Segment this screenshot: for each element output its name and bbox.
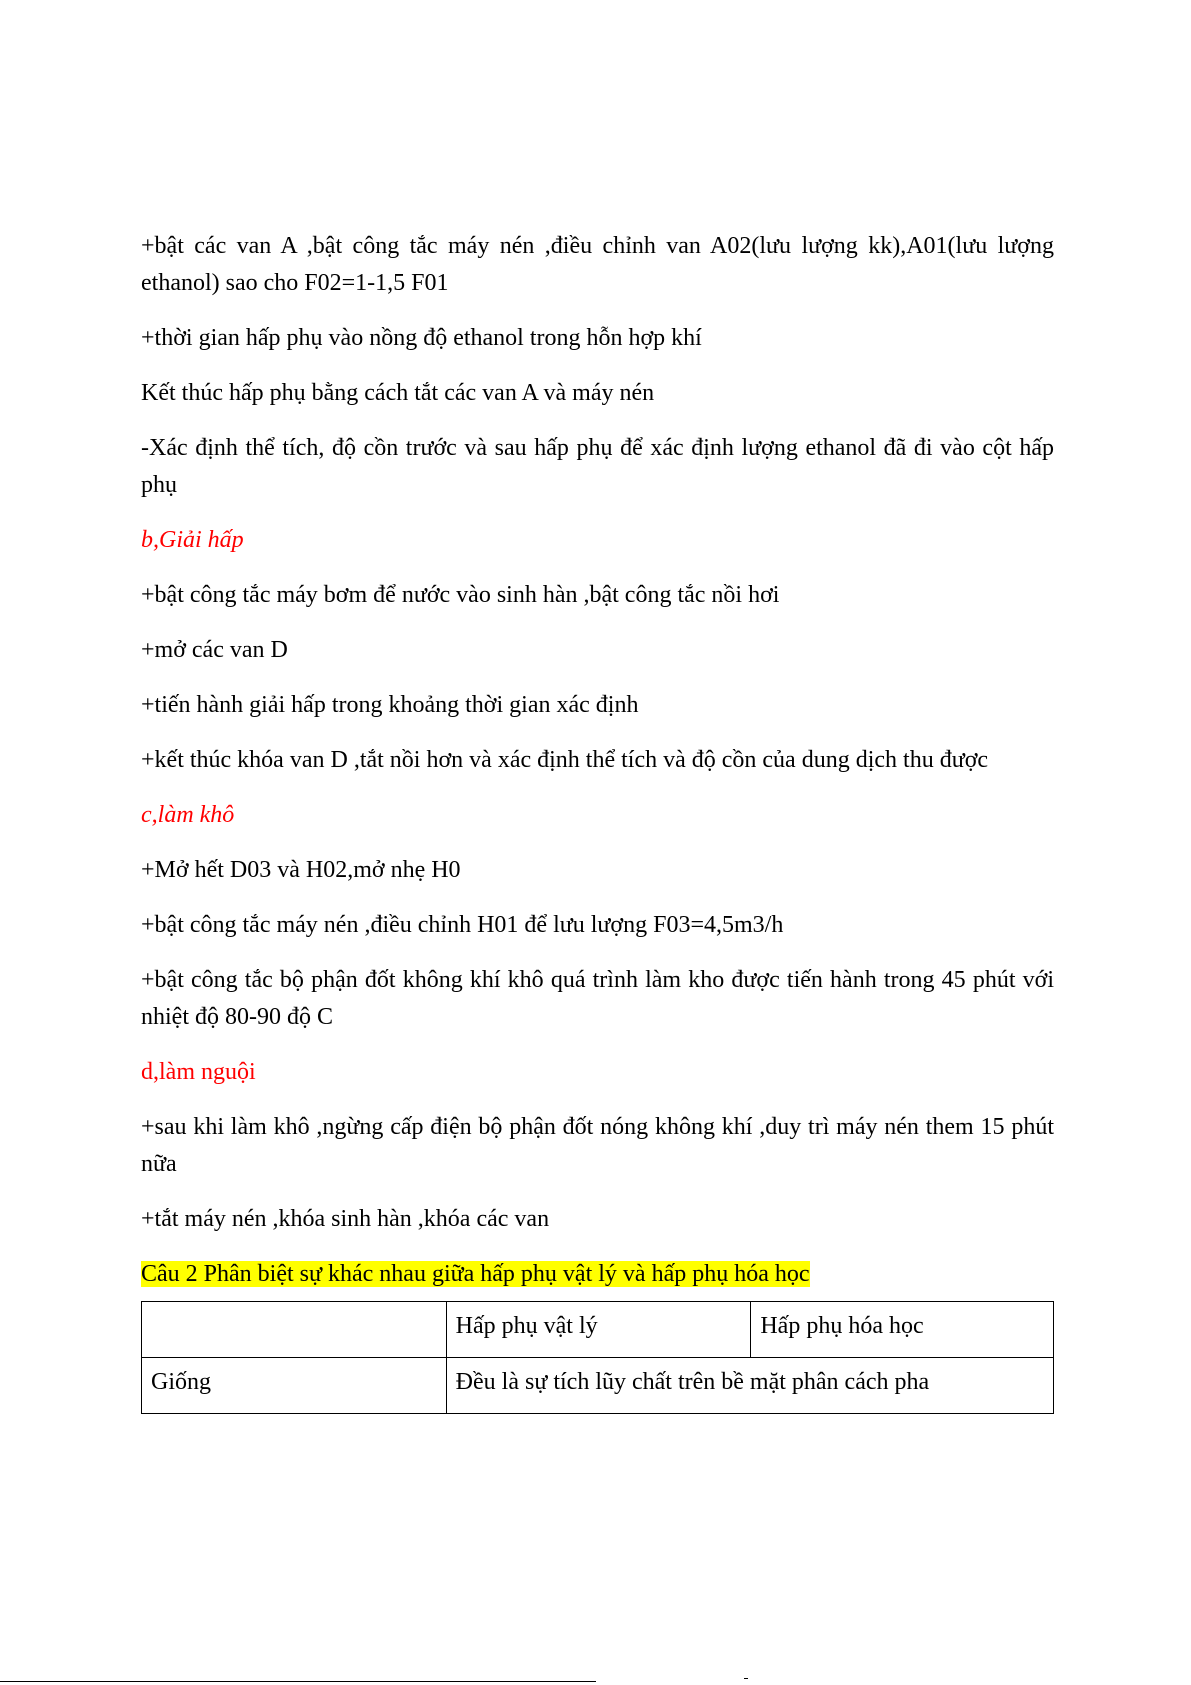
table-row-value: Đều là sự tích lũy chất trên bề mặt phân cách pha [446, 1358, 1053, 1414]
step-paragraph: +bật công tắc bộ phận đốt không khí khô quá trình làm kho được tiến hành trong 45 phút với nhiệt độ 80-90 độ C [141, 967, 1054, 1030]
step-paragraph: +sau khi làm khô ,ngừng cấp điện bộ phận đốt nóng không khí ,duy trì máy nén them 15 phút nữa [141, 1114, 1054, 1177]
step-paragraph: +mở các van D [141, 637, 288, 663]
table-header-chemical: Hấp phụ hóa học [751, 1302, 1054, 1358]
step-paragraph: +tắt máy nén ,khóa sinh hàn ,khóa các van [141, 1206, 550, 1232]
comparison-table [141, 1301, 1054, 1414]
question-2-line [141, 1256, 1054, 1293]
step-paragraph: +bật công tắc máy nén ,điều chỉnh H01 để lưu lượng F03=4,5m3/h [141, 912, 784, 938]
step-paragraph: +bật các van A ,bật công tắc máy nén ,điều chỉnh van A02(lưu lượng kk),A01(lưu lượng ethanol) sao cho F02=1-1,5 F01 [141, 233, 1054, 296]
table-header-physical: Hấp phụ vật lý [446, 1302, 751, 1358]
section-heading-giai-hap: b,Giải hấp [141, 527, 244, 553]
table-header-row [142, 1302, 1054, 1358]
footer-divider [0, 1681, 596, 1682]
question-2-title: Câu 2 Phân biệt sự khác nhau giữa hấp phụ vật lý và hấp phụ hóa học [141, 1261, 810, 1287]
step-paragraph: +Mở hết D03 và H02,mở nhẹ H0 [141, 857, 461, 883]
section-heading-lam-nguoi: d,làm nguội [141, 1059, 256, 1085]
step-paragraph: +tiến hành giải hấp trong khoảng thời gian xác định [141, 692, 639, 718]
table-row-label: Giống [142, 1358, 447, 1414]
footer-mark [744, 1678, 748, 1679]
table-header-cell-empty [142, 1302, 447, 1358]
step-paragraph: +bật công tắc máy bơm để nước vào sinh hàn ,bật công tắc nồi hơi [141, 582, 780, 608]
section-heading-lam-kho: c,làm khô [141, 802, 235, 828]
document-body [141, 228, 1054, 1414]
step-paragraph: -Xác định thể tích, độ cồn trước và sau hấp phụ để xác định lượng ethanol đã đi vào cột hấp phụ [141, 435, 1054, 498]
step-paragraph: +thời gian hấp phụ vào nồng độ ethanol trong hỗn hợp khí [141, 325, 702, 351]
step-paragraph: Kết thúc hấp phụ bằng cách tắt các van A và máy nén [141, 380, 655, 406]
table-row [142, 1358, 1054, 1414]
step-paragraph: +kết thúc khóa van D ,tắt nồi hơn và xác định thể tích và độ cồn của dung dịch thu được [141, 747, 989, 773]
